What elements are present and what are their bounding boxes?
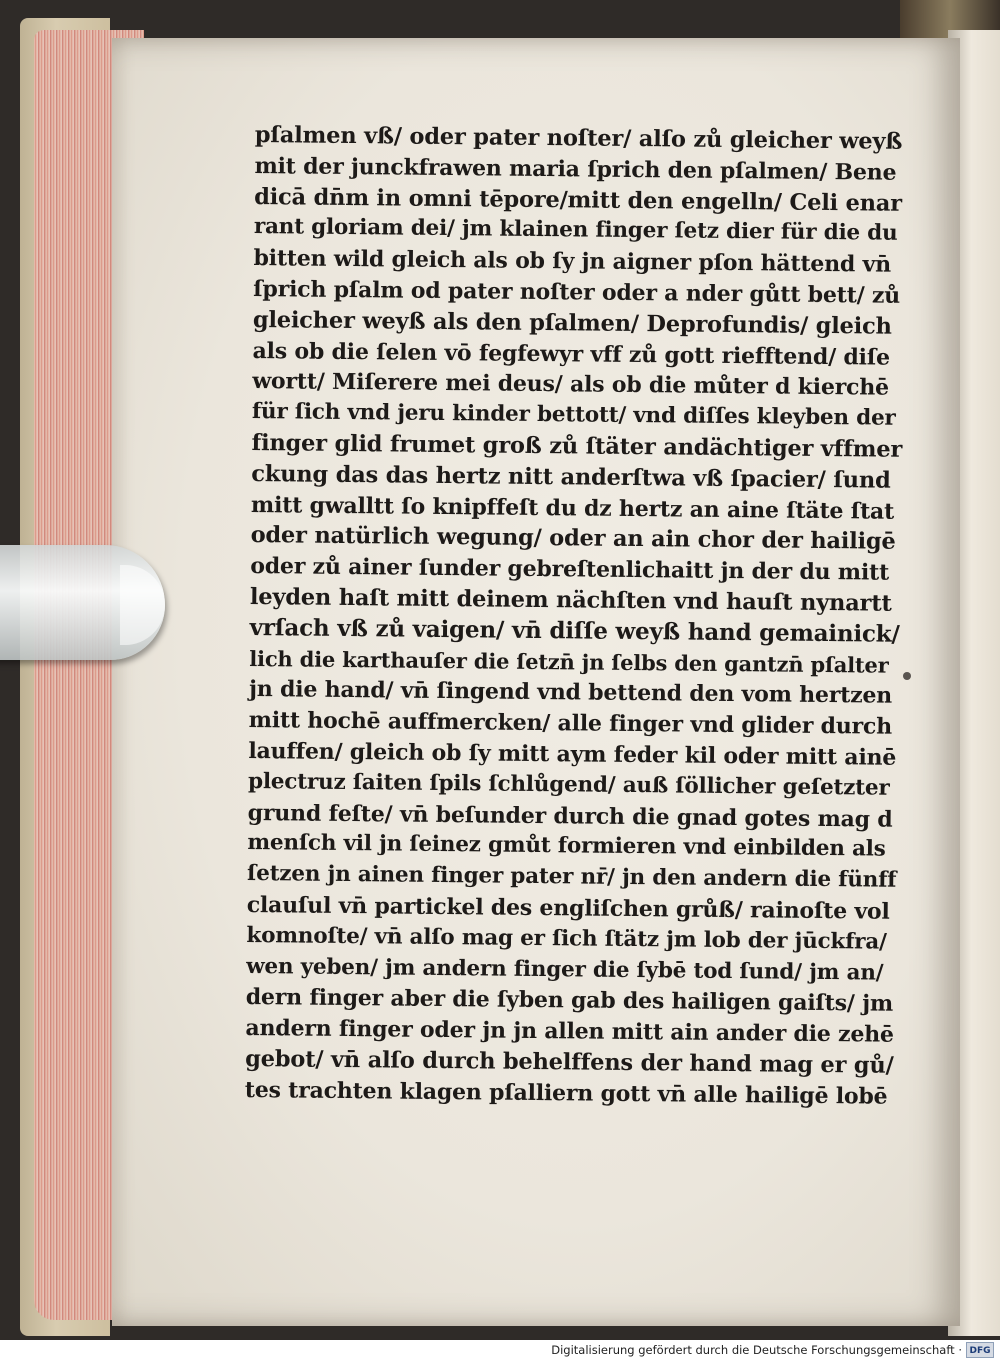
funding-footer [0, 1340, 1000, 1362]
text-line-2: mit der junckfrawen maria ſprich den pſalmen/ Bene [254, 152, 897, 186]
text-line-10: für ſich vnd jeru kinder bettott/ vnd diſſes kleyben der [251, 399, 896, 431]
text-line-23: grund feſte/ vn̄ beſunder durch die gnad gotes mag d [247, 799, 893, 833]
text-line-22: plectruz ſaiten ſpils ſchlůgend/ auß ſöllicher geſetzter [247, 768, 890, 801]
text-line-1: pſalmen vß/ oder pater noſter/ alſo zů gleicher weyß [254, 121, 903, 155]
text-line-16: leyden haſt mitt deinem nächſten vnd hauſt nynartt [249, 583, 892, 617]
text-line-15: oder zů ainer ſunder gebreſtenlichaitt jn der du mitt [250, 553, 890, 586]
text-line-9: wortt/ Miſerere mei deus/ als ob die můter d kierchē [252, 368, 890, 402]
text-line-18: lich die karthauſer die ſetzn̄ jn ſelbs den gantzn̄ pſalter [249, 645, 889, 678]
text-line-29: dern finger aber die ſyben gab des hailigen gaiſts/ jm [245, 984, 894, 1018]
funding-credit: Digitalisierung gefördert durch die Deutsche Forschungsgemeinschaft · [551, 1343, 962, 1357]
text-line-17: vrſach vß zů vaigen/ vn̄ diſſe weyß hand gemainick/ [249, 613, 900, 648]
dfg-logo-icon: DFG [966, 1342, 994, 1358]
text-line-3: dicā dn̄m in omni tēpore/mitt den engelln/ Celi enar [254, 183, 903, 217]
text-line-5: bitten wild gleich als ob ſy jn aigner pſon hättend vn̄ [253, 245, 892, 278]
text-line-30: andern finger oder jn jn allen mitt ain ander die zehē [245, 1015, 894, 1048]
text-line-4: rant gloriam dei/ jm klainen finger ſetz dier für die du [253, 214, 898, 247]
text-line-25: ſetzen jn ainen finger pater nr̄/ jn den andern die fünff [246, 861, 897, 893]
text-line-11: finger glid frumet groß zů ſtäter andächtiger vffmer [251, 429, 903, 463]
text-line-32: tes trachten klagen pſalliern gott vn̄ alle hailigē lobē [244, 1076, 888, 1110]
text-line-6: ſprich pſalm od pater noſter oder a nder gůtt bett/ zů [253, 275, 901, 309]
text-line-24: menſch vil jn ſeinez gmůt formieren vnd einbilden als [247, 830, 886, 862]
text-line-31: gebot/ vn̄ alſo durch behelffens der hand mag er gů/ [245, 1045, 894, 1079]
text-line-20: mitt hochē auffmercken/ alle finger vnd glider durch [248, 707, 893, 740]
text-line-12: ckung das das hertz nitt anderſtwa vß ſpacier/ ſund [251, 460, 891, 494]
text-line-14: oder natürlich wegung/ oder an ain chor der hailigē [250, 522, 896, 556]
text-line-27: komnoſte/ vn̄ alſo mag er ſich ſtätz jm lob der jūckfra/ [246, 922, 887, 955]
ink-spot [903, 672, 911, 680]
text-line-13: mitt gwalltt ſo knipffeſt du dz hertz an aine ſtäte ſtat [250, 491, 895, 525]
page-text-block [245, 120, 905, 1112]
text-line-21: lauffen/ gleich ob ſy mitt aym feder kil oder mitt ainē [248, 737, 897, 771]
text-line-26: clauſul vn̄ partickel des engliſchen grůß/ rainoſte vol [246, 891, 890, 925]
text-line-28: wen yeben/ jm andern finger die ſybē tod ſund/ jm an/ [246, 953, 884, 986]
text-line-7: gleicher weyß als den pſalmen/ Deprofundis/ gleich [252, 306, 892, 340]
text-line-8: als ob die ſelen vō fegfewyr vff zů gott riefftend/ diſe [252, 337, 890, 371]
text-line-19: jn die hand/ vn̄ ſingend vnd bettend den vom hertzen [248, 676, 893, 710]
